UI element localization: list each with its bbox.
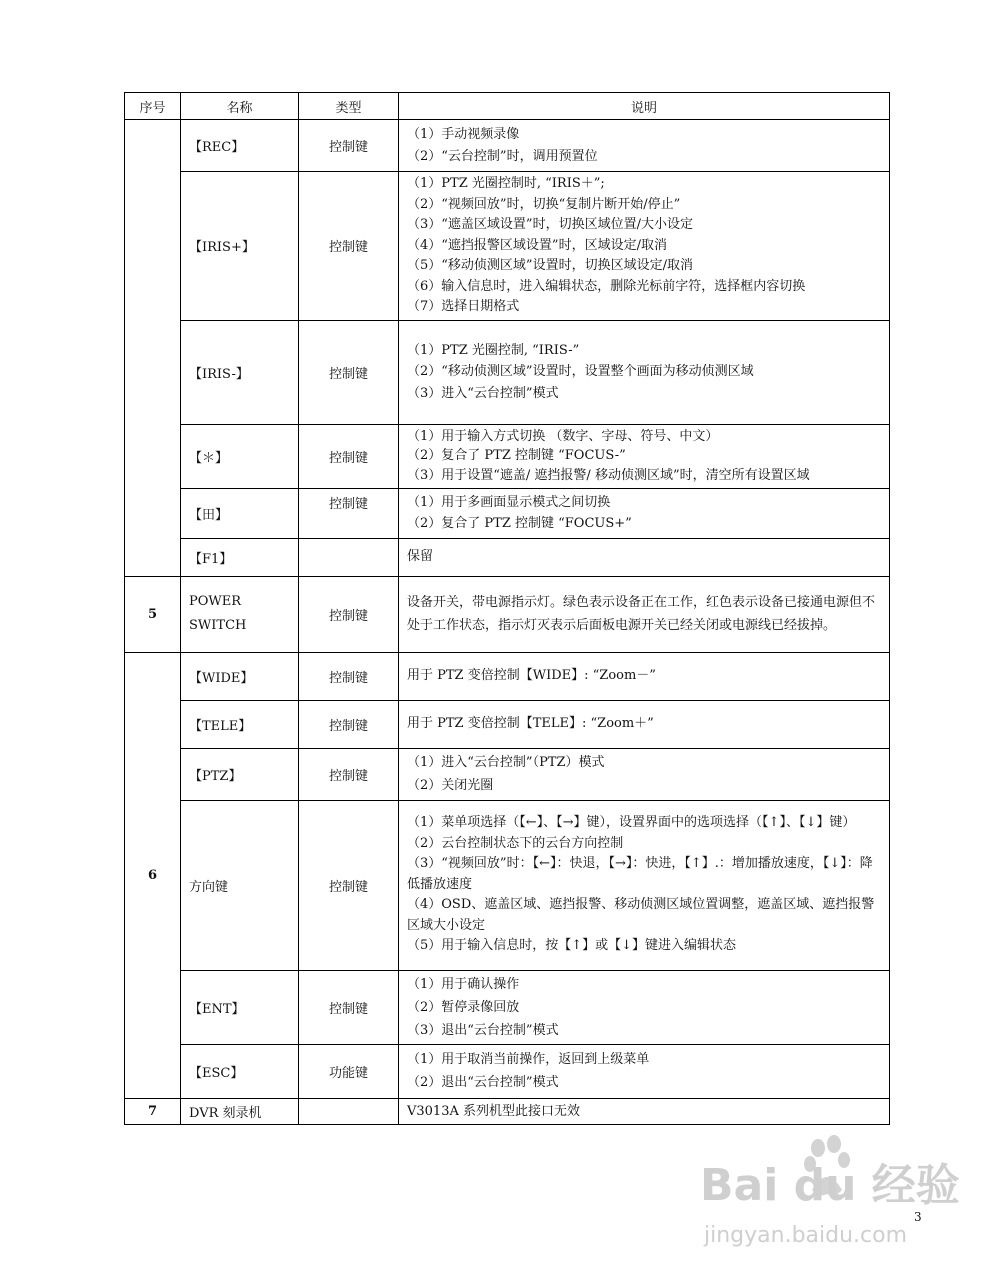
header-desc: 说明 (399, 93, 890, 120)
key-type: 控制键 (299, 800, 399, 970)
table-header-row (125, 93, 890, 120)
key-type: 控制键 (299, 320, 399, 424)
desc-line: （2）退出“云台控制”模式 (407, 1075, 559, 1090)
key-name-line: SWITCH (189, 618, 247, 633)
key-name: 【ENT】 (181, 970, 299, 1044)
key-desc (399, 800, 890, 970)
key-name-line: POWER (189, 594, 242, 609)
key-name: 【＊】 (181, 424, 299, 488)
key-name: 【ESC】 (181, 1044, 299, 1098)
desc-line: （1）PTZ 光圈控制时, “IRIS＋”; (407, 176, 605, 191)
key-type: 控制键 (299, 700, 399, 748)
key-desc: 用于 PTZ 变倍控制【WIDE】: “Zoom－” (399, 652, 890, 700)
key-name (181, 576, 299, 652)
header-name: 名称 (181, 93, 299, 120)
key-name: 【F1】 (181, 538, 299, 576)
key-desc: 设备开关，带电源指示灯。绿色表示设备正在工作，红色表示设备已接通电源但不处于工作状态，指示灯灭表示后面板电源开关已经关闭或电源线已经拔掉。 (399, 576, 890, 652)
key-type: 控制键 (299, 652, 399, 700)
desc-line: （2）关闭光圈 (407, 778, 494, 793)
desc-line: （2）“云台控制”时，调用预置位 (407, 148, 598, 164)
table-row (125, 172, 890, 321)
desc-line: （1）PTZ 光圈控制, “IRIS-” (407, 342, 580, 358)
table-row (125, 1098, 890, 1125)
key-desc (399, 320, 890, 424)
page-number: 3 (914, 1210, 922, 1224)
desc-line: （4）OSD、遮盖区域、遮挡报警、移动侦测区域位置调整，遮盖区域、遮挡报警区域大小设定 (407, 897, 875, 933)
table-row (125, 576, 890, 652)
key-type (299, 1098, 399, 1125)
key-name: 【TELE】 (181, 700, 299, 748)
desc-line: （2）云台控制状态下的云台方向控制 (407, 835, 624, 851)
key-name: DVR 刻录机 (181, 1098, 299, 1125)
desc-line: （3）“遮盖区域设置”时，切换区域位置/大小设定 (407, 217, 693, 232)
row-no-cell: 6 (125, 652, 181, 1098)
desc-line: （1）用于输入方式切换 （数字、字母、符号、中文） (407, 428, 719, 444)
key-desc: V3013A 系列机型此接口无效 (399, 1098, 890, 1125)
desc-line: （2）“移动侦测区域”设置时，设置整个画面为移动侦测区域 (407, 364, 754, 380)
table-row (125, 424, 890, 488)
key-desc (399, 1044, 890, 1098)
table-row (125, 748, 890, 800)
table-row (125, 538, 890, 576)
key-name: 【REC】 (181, 120, 299, 172)
key-type: 功能键 (299, 1044, 399, 1098)
table-row (125, 800, 890, 970)
row-no-cell: 7 (125, 1098, 181, 1125)
row-no-cell: 5 (125, 576, 181, 652)
desc-line: （3）进入“云台控制”模式 (407, 385, 559, 401)
desc-line: （1）用于确认操作 (407, 976, 520, 992)
desc-line: （2）复合了 PTZ 控制键 “FOCUS+” (407, 516, 632, 531)
key-type (299, 538, 399, 576)
table-row (125, 488, 890, 538)
watermark-url: jingyan.baidu.com (704, 1223, 908, 1248)
table-row (125, 120, 890, 172)
desc-line: （3）“视频回放”时：【←】：快退，【→】：快进，【↑】.：增加播放速度，【↓】：降低播放速度 (407, 856, 873, 892)
desc-line: （7）选择日期格式 (407, 299, 520, 314)
desc-line: （5）用于输入信息时，按【↑】或【↓】键进入编辑状态 (407, 938, 737, 954)
desc-line: （6）输入信息时，进入编辑状态，删除光标前字符，选择框内容切换 (407, 278, 806, 294)
row-no-cell (125, 120, 181, 577)
desc-line: （1）手动视频录像 (407, 127, 520, 142)
table-row (125, 970, 890, 1044)
table-row (125, 700, 890, 748)
desc-line: （1）用于取消当前操作，返回到上级菜单 (407, 1052, 650, 1067)
key-desc (399, 172, 890, 321)
desc-line: （1）用于多画面显示模式之间切换 (407, 494, 611, 510)
desc-line: （3）用于设置“遮盖/ 遮挡报警/ 移动侦测区域”时，清空所有设置区域 (407, 467, 810, 483)
key-type: 控制键 (299, 120, 399, 172)
key-desc (399, 424, 890, 488)
key-desc (399, 970, 890, 1044)
key-desc: 用于 PTZ 变倍控制【TELE】: “Zoom＋” (399, 700, 890, 748)
key-desc (399, 488, 890, 538)
key-name: 【IRIS-】 (181, 320, 299, 424)
key-name: 【WIDE】 (181, 652, 299, 700)
table-row (125, 652, 890, 700)
key-desc: 保留 (399, 538, 890, 576)
desc-line: （1）菜单项选择（【←】、【→】键），设置界面中的选项选择（【↑】、【↓】键） (407, 815, 856, 831)
key-type: 控制键 (299, 172, 399, 321)
key-name: 【PTZ】 (181, 748, 299, 800)
key-description-table (124, 92, 890, 1125)
header-type: 类型 (299, 93, 399, 120)
key-type: 控制键 (299, 576, 399, 652)
desc-line: （1）进入“云台控制”（PTZ）模式 (407, 755, 605, 770)
key-type: 控制键 (299, 488, 399, 538)
key-type: 控制键 (299, 748, 399, 800)
key-type: 控制键 (299, 970, 399, 1044)
key-desc (399, 748, 890, 800)
desc-line: （2）复合了 PTZ 控制键 “FOCUS-” (407, 448, 626, 464)
baidu-jingyan-watermark (700, 1134, 960, 1254)
key-type: 控制键 (299, 424, 399, 488)
desc-line: （2）暂停录像回放 (407, 999, 520, 1015)
desc-line: （3）退出“云台控制”模式 (407, 1022, 559, 1038)
desc-line: （4）“遮挡报警区域设置”时，区域设定/取消 (407, 237, 667, 253)
key-name: 【IRIS+】 (181, 172, 299, 321)
desc-line: （5）“移动侦测区域”设置时，切换区域设定/取消 (407, 258, 693, 273)
table-row (125, 320, 890, 424)
desc-line: （2）“视频回放”时，切换“复制片断开始/停止” (407, 196, 681, 212)
key-desc (399, 120, 890, 172)
table-row (125, 1044, 890, 1098)
header-no: 序号 (125, 93, 181, 120)
key-name: 方向键 (181, 800, 299, 970)
key-name: 【田】 (181, 488, 299, 538)
watermark-brand: Bai du 经验 (700, 1160, 960, 1211)
